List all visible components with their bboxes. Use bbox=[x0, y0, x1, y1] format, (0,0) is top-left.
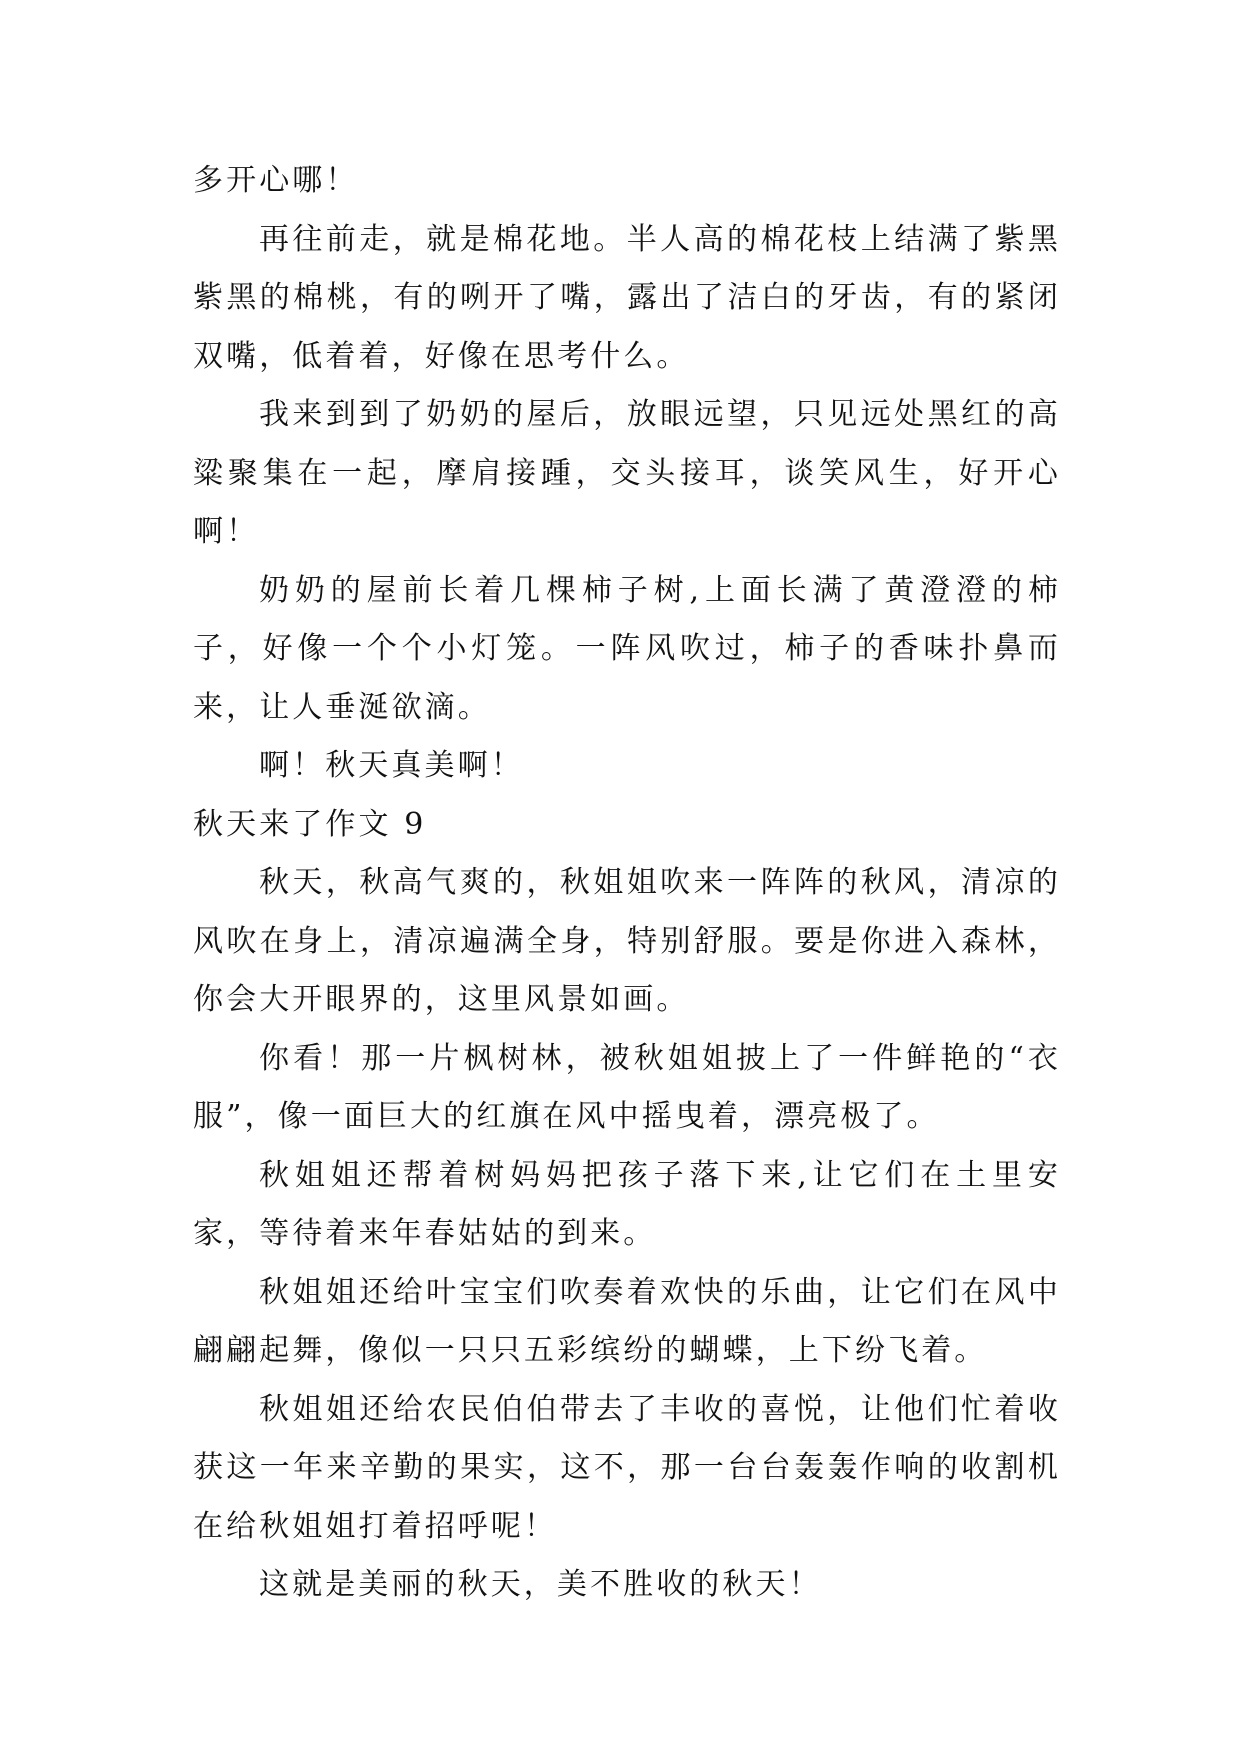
paragraph-exclamation: 啊！秋天真美啊！ bbox=[259, 748, 524, 783]
paragraph-conclusion: 这就是美丽的秋天，美不胜收的秋天！ bbox=[259, 1567, 822, 1602]
paragraph-harvest: 秋姐姐还给农民伯伯带去了丰收的喜悦，让他们忙着收获这一年来辛勤的果实，这不，那一台台轰轰作响的收割机在给秋姐姐打着招呼呢！ bbox=[193, 1391, 1061, 1544]
paragraph-falling-leaves: 秋姐姐还帮着树妈妈把孩子落下来,让它们在土里安家，等待着来年春姑姑的到来。 bbox=[193, 1157, 1061, 1251]
paragraph-cotton-field: 再往前走，就是棉花地。半人高的棉花枝上结满了紫黑紫黑的棉桃，有的咧开了嘴，露出了洁白的牙齿，有的紧闭双嘴，低着着，好像在思考什么。 bbox=[193, 221, 1061, 374]
paragraph-persimmon: 奶奶的屋前长着几棵柿子树,上面长满了黄澄澄的柿子，好像一个个小灯笼。一阵风吹过，柿子的香味扑鼻而来，让人垂涎欲滴。 bbox=[193, 572, 1061, 725]
section-title: 秋天来了作文 9 bbox=[193, 806, 427, 842]
paragraph-leaf-dance: 秋姐姐还给叶宝宝们吹奏着欢快的乐曲，让它们在风中翩翩起舞，像似一只只五彩缤纷的蝴蝶，上下纷飞着。 bbox=[193, 1274, 1061, 1368]
document-body bbox=[193, 152, 1061, 1615]
paragraph-autumn-wind: 秋天，秋高气爽的，秋姐姐吹来一阵阵的秋风，清凉的风吹在身上，清凉遍满全身，特别舒服。要是你进入森林，你会大开眼界的，这里风景如画。 bbox=[193, 865, 1061, 1017]
paragraph-maple-forest: 你看！那一片枫树林，被秋姐姐披上了一件鲜艳的“衣服”，像一面巨大的红旗在风中摇曳着，漂亮极了。 bbox=[193, 1040, 1061, 1134]
paragraph-sorghum: 我来到到了奶奶的屋后，放眼远望，只见远处黑红的高粱聚集在一起，摩肩接踵，交头接耳，谈笑风生，好开心啊！ bbox=[193, 397, 1061, 549]
paragraph-closing-line: 多开心哪！ bbox=[193, 163, 359, 198]
